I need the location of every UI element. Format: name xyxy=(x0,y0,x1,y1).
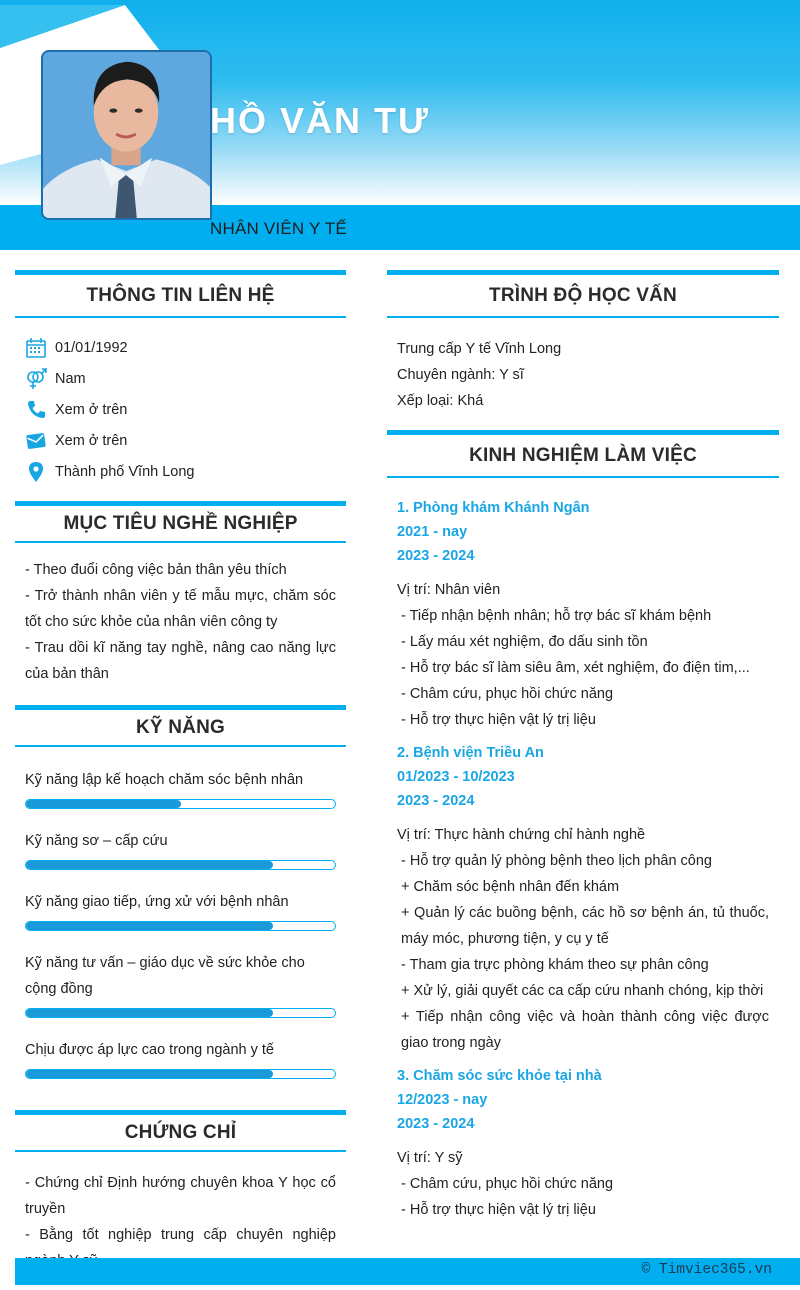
skills-section xyxy=(15,705,346,1110)
skill-bar xyxy=(25,1008,336,1018)
job-task: - Hỗ trợ quản lý phòng bệnh theo lịch phân công xyxy=(401,853,712,869)
skill-name: Kỹ năng lập kế hoạch chăm sóc bệnh nhân xyxy=(25,772,304,788)
objective-section xyxy=(15,501,346,701)
phone-icon xyxy=(25,399,55,421)
skills-section-title: KỸ NĂNG xyxy=(135,716,225,738)
education-section xyxy=(387,270,779,430)
skill-bar xyxy=(25,1069,336,1079)
job-years: 2023 - 2024 xyxy=(397,548,475,564)
job-tasks xyxy=(397,1171,769,1223)
skill-bar xyxy=(25,921,336,931)
experience-content xyxy=(387,478,779,1223)
objective-line: - Trau dồi kĩ năng tay nghề, nâng cao năng lực của bản thân xyxy=(25,640,336,682)
skill-name: Chịu được áp lực cao trong ngành y tế xyxy=(25,1042,274,1058)
email-icon xyxy=(25,430,55,452)
objective-section-header xyxy=(15,501,346,543)
skill-item xyxy=(25,889,336,931)
skill-bar-fill xyxy=(26,861,273,869)
contact-birthday-value: 01/01/1992 xyxy=(55,339,128,356)
left-column xyxy=(15,270,346,1284)
education-line: Chuyên ngành: Y sĩ xyxy=(397,367,524,383)
contact-item-phone xyxy=(25,394,336,425)
footer-copyright: © Timviec365.vn xyxy=(641,1262,772,1278)
experience-section-header xyxy=(387,430,779,478)
certificates-section-header xyxy=(15,1110,346,1152)
job-entry xyxy=(397,1064,769,1223)
job-task: + Quản lý các buồng bệnh, các hồ sơ bệnh án, tủ thuốc, máy móc, phương tiện, y cụ y tế xyxy=(401,905,769,947)
certificates-section-title: CHỨNG CHỈ xyxy=(124,1121,237,1143)
job-company: 3. Chăm sóc sức khỏe tại nhà xyxy=(397,1068,602,1084)
contact-item-email xyxy=(25,425,336,456)
education-line: Trung cấp Y tế Vĩnh Long xyxy=(397,341,562,357)
experience-section-title: KINH NGHIỆM LÀM VIỆC xyxy=(469,444,697,466)
job-task: + Tiếp nhận công việc và hoàn thành công việc được giao trong ngày xyxy=(401,1009,769,1051)
job-task: - Hỗ trợ thực hiện vật lý trị liệu xyxy=(401,1202,596,1218)
objective-section-title: MỤC TIÊU NGHỀ NGHIỆP xyxy=(63,512,298,534)
candidate-job-title: NHÂN VIÊN Y TẾ xyxy=(210,219,347,238)
job-task: + Xử lý, giải quyết các ca cấp cứu nhanh chóng, kịp thời xyxy=(401,983,764,999)
education-section-header xyxy=(387,270,779,318)
job-entry xyxy=(397,741,769,1056)
job-task: - Hỗ trợ thực hiện vật lý trị liệu xyxy=(401,712,596,728)
contact-item-address xyxy=(25,456,336,487)
gender-icon xyxy=(25,368,55,390)
education-content xyxy=(387,318,779,430)
objective-line: - Trở thành nhân viên y tế mẫu mực, chăm sóc tốt cho sức khỏe của nhân viên công ty xyxy=(25,588,336,630)
certificate-line: - Bằng tốt nghiệp trung cấp chuyên nghiệp xyxy=(25,1227,336,1243)
contact-address-value: Thành phố Vĩnh Long xyxy=(55,463,195,480)
job-task: - Tiếp nhận bệnh nhân; hỗ trợ bác sĩ khám bệnh xyxy=(401,608,712,624)
skill-item xyxy=(25,1037,336,1079)
certificate-line: - Chứng chỉ Định hướng chuyên khoa Y học cổ truyền xyxy=(25,1175,336,1217)
contact-item-gender xyxy=(25,363,336,394)
skill-bar-fill xyxy=(26,800,181,808)
job-period: 12/2023 - nay xyxy=(397,1092,488,1108)
contact-item-birthday xyxy=(25,332,336,363)
contact-gender-value: Nam xyxy=(55,370,86,387)
skill-bar-fill xyxy=(26,1009,273,1017)
footer-bar xyxy=(15,1258,800,1285)
contact-email-value: Xem ở trên xyxy=(55,432,128,449)
job-entry xyxy=(397,496,769,733)
skills-list xyxy=(15,747,346,1110)
skill-name: Kỹ năng sơ – cấp cứu xyxy=(25,833,168,849)
skill-bar xyxy=(25,799,336,809)
experience-section xyxy=(387,430,779,1223)
skill-name: Kỹ năng tư vấn – giáo dục về sức khỏe cho cộng đồng xyxy=(25,955,305,997)
skill-bar-fill xyxy=(26,922,273,930)
skill-name: Kỹ năng giao tiếp, ứng xử với bệnh nhân xyxy=(25,894,289,910)
objective-line: - Theo đuổi công việc bản thân yêu thích xyxy=(25,562,287,578)
avatar-portrait-icon xyxy=(43,52,210,218)
job-position: Vị trí: Y sỹ xyxy=(397,1150,463,1166)
education-section-title: TRÌNH ĐỘ HỌC VẤN xyxy=(489,284,677,306)
skill-bar xyxy=(25,860,336,870)
job-tasks xyxy=(397,848,769,1056)
calendar-icon xyxy=(25,337,55,359)
skill-item xyxy=(25,767,336,809)
profile-photo xyxy=(41,50,212,220)
job-tasks xyxy=(397,603,769,733)
education-line: Xếp loại: Khá xyxy=(397,393,484,409)
job-task: - Hỗ trợ bác sĩ làm siêu âm, xét nghiệm, đo điện tim,... xyxy=(401,660,750,676)
contact-section-header xyxy=(15,270,346,318)
job-company: 2. Bệnh viện Triều An xyxy=(397,745,544,761)
skill-item xyxy=(25,950,336,1018)
contact-section-title: THÔNG TIN LIÊN HỆ xyxy=(86,284,275,306)
candidate-name: HỒ VĂN TƯ xyxy=(210,100,430,141)
job-task: - Châm cứu, phục hồi chức năng xyxy=(401,686,614,702)
job-period: 01/2023 - 10/2023 xyxy=(397,769,515,785)
job-company: 1. Phòng khám Khánh Ngân xyxy=(397,500,590,516)
job-task: - Lấy máu xét nghiệm, đo dấu sinh tồn xyxy=(401,634,648,650)
objective-content xyxy=(15,543,346,701)
job-years: 2023 - 2024 xyxy=(397,1116,475,1132)
contact-section xyxy=(15,270,346,497)
right-column xyxy=(387,270,779,1231)
job-task: + Chăm sóc bệnh nhân đến khám xyxy=(401,879,620,895)
job-position: Vị trí: Thực hành chứng chỉ hành nghề xyxy=(397,827,646,843)
location-pin-icon xyxy=(25,461,55,483)
skill-item xyxy=(25,828,336,870)
skills-section-header xyxy=(15,705,346,747)
job-task: - Châm cứu, phục hồi chức năng xyxy=(401,1176,614,1192)
job-task: - Tham gia trực phòng khám theo sự phân công xyxy=(401,957,709,973)
contact-phone-value: Xem ở trên xyxy=(55,401,128,418)
job-period: 2021 - nay xyxy=(397,524,468,540)
cv-header xyxy=(0,0,800,250)
skill-bar-fill xyxy=(26,1070,273,1078)
contact-list xyxy=(15,318,346,497)
job-years: 2023 - 2024 xyxy=(397,793,475,809)
job-position: Vị trí: Nhân viên xyxy=(397,582,501,598)
